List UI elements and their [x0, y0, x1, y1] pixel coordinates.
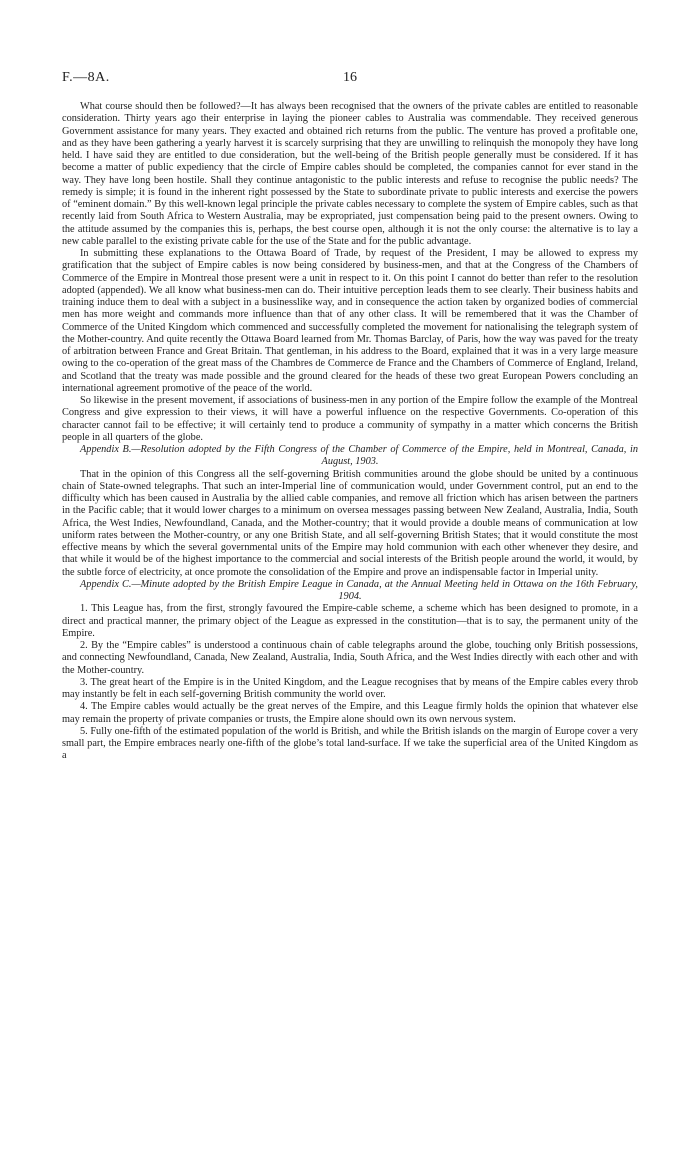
appendix-b-text: That in the opinion of this Congress all the self-governing British communities around the globe should be united by a continuous chain of State-owned telegraphs. That such an inter-Imperial line of communication would, under Government control, put an end to the difficulty which has been caused in Australia by the allied cable companies, and remove all friction which has arisen between the partners in the Pacific cable; that it would lower charges to a minimum on oversea messages passing between New Zealand, Australia, India, South Africa, the West Indies, Newfoundland, Canada, and the Mother-country; that it would provide a double means of communication at low uniform rates between the Mother-country, or any one British State, and all self-governing British States; that it would constitute the most effective means by which the several governmental units of the Empire may hold communion with each other whenever they desire, and that while it would be of the highest importance to the commercial and social interests of the British people around the world, it would, by the subtle force of electricity, at once promote the consolidation of the Empire and prove an indispensable factor in Imperial unity.	[62, 468, 638, 578]
paragraph: In submitting these explanations to the Ottawa Board of Trade, by request of the President, I may be allowed to express my gratification that the subject of Empire cables is now being considered by business-men, and that at the Congress of the Chambers of Commerce of the Empire in Montreal those present were a unit in respect to it. On this point I cannot do better than refer to the resolution adopted (appended). We all know what business-men can do. Their intuitive perception leads them to see clearly. Their business habits and training induce them to deal with a subject in a businesslike way, and in consequence the action taken by organized bodies of commercial men has more weight and commands more influence than that of any other class. It will be remembered that it was the Chamber of Commerce of the United Kingdom which commenced and successfully completed the movement for nationalising the telegraph system of the Mother-country. And quite recently the Ottawa Board learned from Mr. Thomas Barclay, of Paris, how the way was paved for the treaty of arbitration between France and Great Britain. That gentleman, in his address to the Board, explained that it was in a very large measure owing to the co-operation of the great mass of the Chambres de Commerce de France and the Chambers of Commerce of England, Ireland, and Scotland that the treaty was made possible and the ground cleared for the heads of these two great European Powers concluding an international agreement promotive of the peace of the world.	[62, 248, 638, 394]
document-body	[62, 101, 638, 763]
page-header	[62, 70, 638, 86]
appendix-c-item: 1. This League has, from the first, strongly favoured the Empire-cable scheme, a scheme which has been designed to promote, in a direct and practical manner, the primary object of the League as expressed in the constitution—that is to say, the permanent unity of the Empire.	[62, 603, 638, 639]
paragraph: So likewise in the present movement, if associations of business-men in any portion of the Empire follow the example of the Montreal Congress and give expression to their views, it will have a powerful influence on the respective Governments. Co-operation of this character cannot fail to be effective; it will certainly tend to produce a community of sympathy in a matter which concerns the British people in all quarters of the globe.	[62, 395, 638, 443]
paragraph: What course should then be followed?—It has always been recognised that the owners of the private cables are entitled to reasonable consideration. Thirty years ago their enterprise in laying the pioneer cables to Australia was commendable. They received generous Government assistance for many years. They exacted and obtained rich returns from the public. The venture has proved a profitable one, and as they have been gathering a yearly harvest it is scarcely surprising that they are unwilling to relinquish the monopoly they have long held. I have said they are entitled to due consideration, but the well-being of the British people generally must be considered. If it has become a matter of public expediency that the circle of Empire cables should be completed, the companies cannot for ever stand in the way. They have long been hostile. Shall they continue antagonistic to the public interests and refuse to recognise the public needs? The remedy is simple; it is found in the inherent right possessed by the State to subordinate private to public interests and exercise the powers of “eminent domain.” By this well-known legal principle the private cables necessary to complete the system of Empire cables, such as that recently laid from South Africa to Western Australia, may be expropriated, just compensation being paid to the present owners. Owing to the attitude assumed by the companies this is, perhaps, the best course open, although it is not the only course: the alternative is to lay a new cable parallel to the existing private cable for the use of the State and for the public advantage.	[62, 101, 638, 247]
appendix-c-item: 3. The great heart of the Empire is in the United Kingdom, and the League recognises that by means of the Empire cables every throb may instantly be felt in each self-governing British community the world over.	[62, 676, 638, 700]
appendix-c-item: 2. By the “Empire cables” is understood a continuous chain of cable telegraphs around the globe, touching only British possessions, and connecting Newfoundland, Canada, New Zealand, Australia, India, South Africa, and the West Indies directly with each other and with the Mother-country.	[62, 640, 638, 676]
appendix-c-item: 4. The Empire cables would actually be the great nerves of the Empire, and this League firmly holds the opinion that whatever else may remain the property of private companies or trusts, the Empire alone should own its own nervous system.	[62, 701, 638, 725]
appendix-c-item: 5. Fully one-fifth of the estimated population of the world is British, and while the British islands on the margin of Europe cover a very small part, the Empire embraces nearly one-fifth of the globe’s total land-surface. If we take the superficial area of the United Kingdom as a	[62, 725, 638, 762]
document-reference: F.—8A.	[62, 70, 110, 85]
page-number: 16	[343, 70, 357, 85]
appendix-c-heading: Appendix C.—Minute adopted by the British Empire League in Canada, at the Annual Meeting held in Ottawa on the 16th February, 1904.	[80, 578, 638, 602]
appendix-b-heading: Appendix B.—Resolution adopted by the Fifth Congress of the Chamber of Commerce of the Empire, held in Montreal, Canada, in August, 1903.	[80, 444, 638, 468]
